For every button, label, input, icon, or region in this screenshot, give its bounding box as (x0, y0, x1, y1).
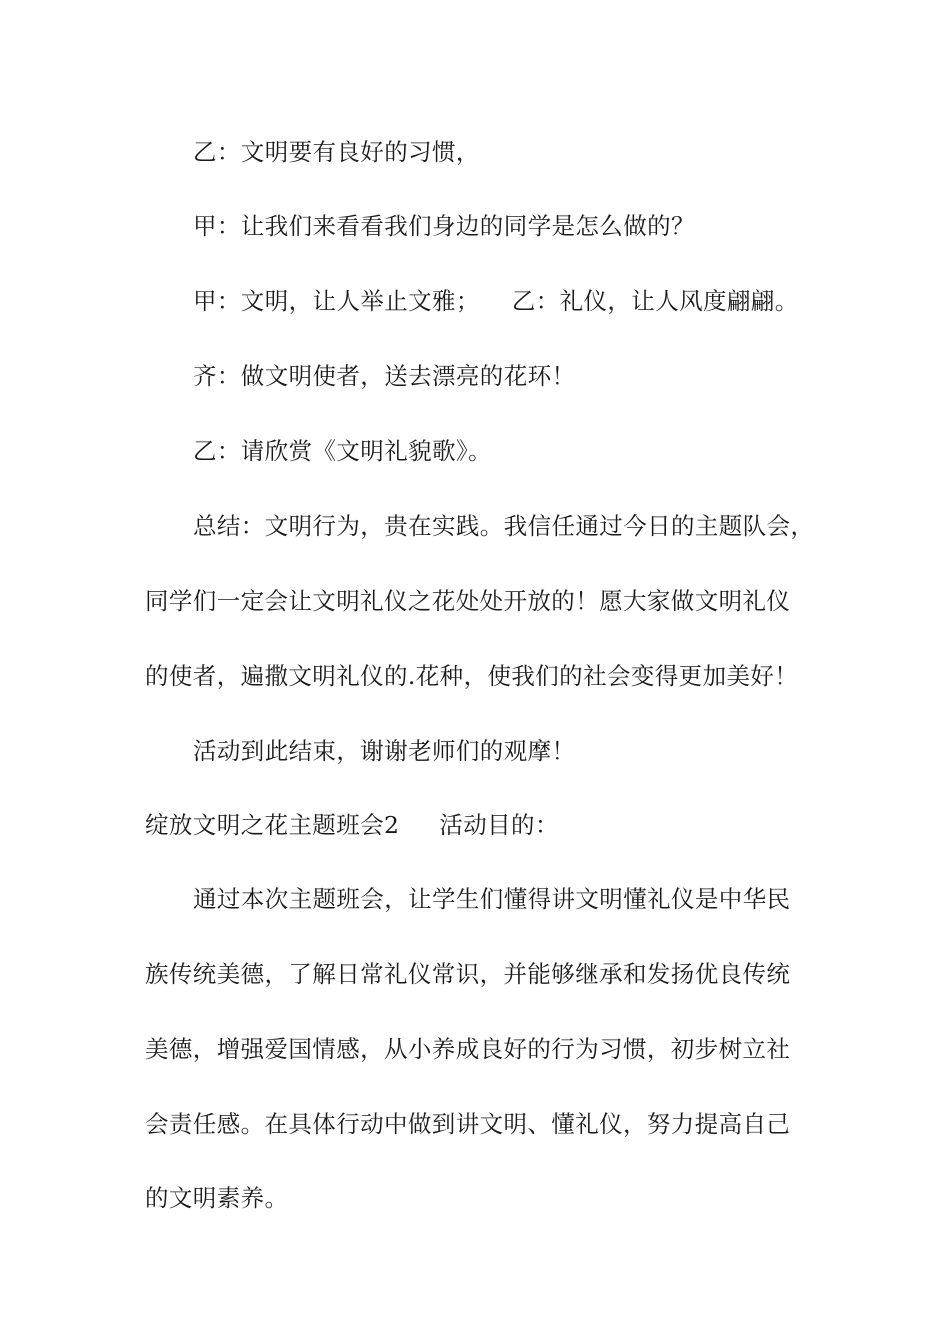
text-line: 的文明素养。 (145, 1184, 289, 1212)
text-line: 族传统美德，了解日常礼仪常识，并能够继承和发扬优良传统 (145, 960, 791, 988)
paragraph-line (193, 879, 893, 919)
dialogue-line (193, 431, 893, 471)
section-subtitle: 活动目的： (439, 811, 559, 839)
paragraph-line (145, 656, 845, 696)
text-line: 通过本次主题班会，让学生们懂得讲文明懂礼仪是中华民 (193, 885, 791, 913)
text-line: 甲：让我们来看看我们身边的同学是怎么做的？ (193, 212, 695, 240)
text-line: 的使者，遍撒文明礼仪的.花种，使我们的社会变得更加美好！ (145, 662, 799, 690)
text-line: 同学们一定会让文明礼仪之花处处开放的！愿大家做文明礼仪 (145, 587, 791, 615)
dialogue-line (193, 206, 893, 246)
text-line: 乙：请欣赏《文明礼貌歌》。 (193, 437, 492, 465)
text-line: 美德，增强爱国情感，从小养成良好的行为习惯，初步树立社 (145, 1035, 791, 1063)
dialogue-line (193, 132, 893, 172)
text-line: 乙：礼仪，让人风度翩翩。 (511, 287, 799, 315)
dialogue-line (193, 281, 893, 321)
text-line: 甲：文明，让人举止文雅； (193, 287, 480, 315)
text-line: 会责任感。在具体行动中做到讲文明、懂礼仪，努力提高自己 (145, 1110, 791, 1138)
text-line: 乙：文明要有良好的习惯， (193, 138, 480, 166)
paragraph-line (145, 581, 845, 621)
section-heading (145, 805, 845, 845)
paragraph-line (145, 1104, 845, 1144)
paragraph-line (145, 1029, 845, 1069)
text-line: 齐：做文明使者，送去漂亮的花环！ (193, 362, 576, 390)
paragraph-line (145, 954, 845, 994)
section-title: 绽放文明之花主题班会2 (145, 811, 400, 839)
text-line: 总结：文明行为，贵在实践。我信任通过今日的主题队会， (193, 512, 815, 540)
paragraph-line (193, 506, 893, 546)
paragraph-line (145, 1178, 845, 1218)
paragraph-line (193, 731, 893, 771)
dialogue-line (193, 356, 893, 396)
text-line: 活动到此结束，谢谢老师们的观摩！ (193, 737, 576, 765)
